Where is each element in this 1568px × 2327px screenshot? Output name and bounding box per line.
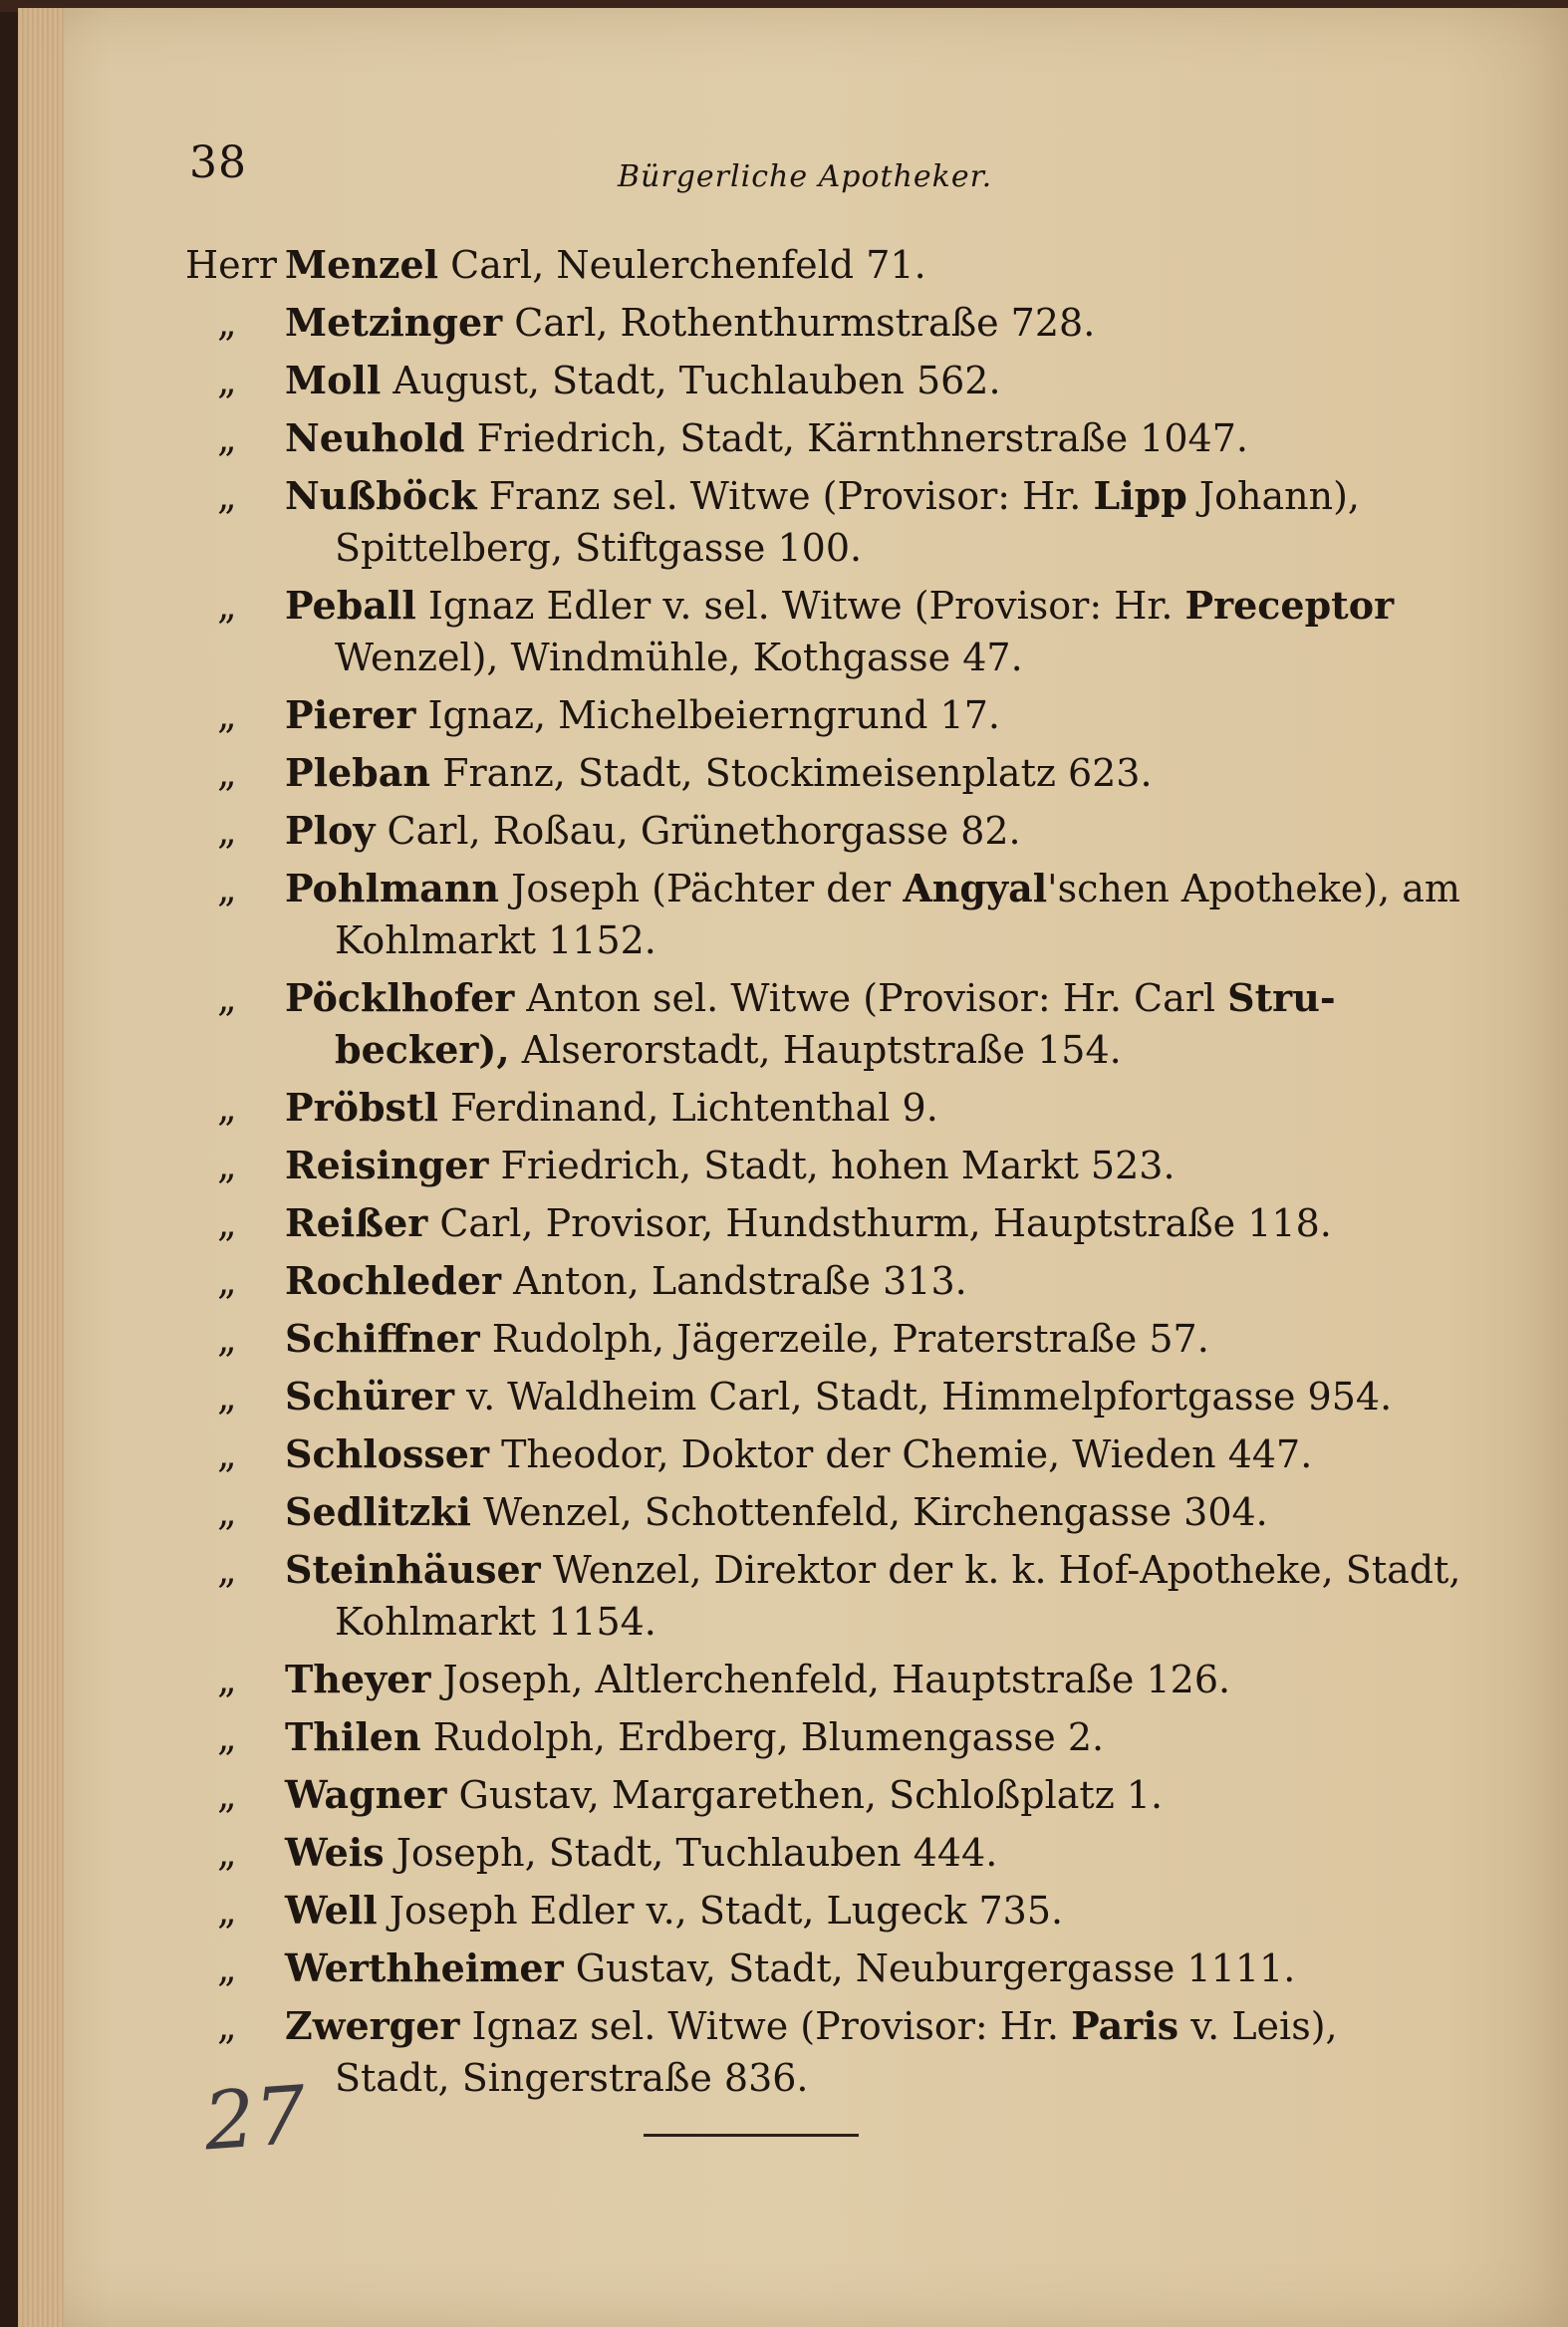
directory-entry bbox=[185, 1486, 1381, 1538]
entry-continuation bbox=[185, 632, 1381, 683]
entry-surname: Reisinger bbox=[285, 1143, 489, 1187]
entry-line bbox=[185, 689, 1381, 741]
entry-prefix: „ bbox=[217, 1317, 237, 1361]
directory-entry bbox=[185, 1942, 1381, 1994]
entry-line bbox=[185, 2000, 1381, 2052]
directory-entry bbox=[185, 412, 1381, 464]
directory-entry bbox=[185, 1769, 1381, 1821]
entry-surname: Reißer bbox=[285, 1200, 428, 1245]
entry-details: Joseph, Stadt, Tuchlauben 444. bbox=[395, 1831, 998, 1875]
entry-surname: Pöcklhofer bbox=[285, 975, 515, 1020]
entry-prefix: „ bbox=[217, 1548, 237, 1592]
entry-details: Ferdinand, Lichtenthal 9. bbox=[450, 1086, 938, 1130]
entry-surname: Weis bbox=[285, 1830, 385, 1875]
entry-prefix: „ bbox=[217, 416, 237, 460]
entry-line bbox=[185, 1827, 1381, 1879]
entry-prefix: Herr bbox=[185, 243, 277, 287]
entry-surname: Schiffner bbox=[285, 1316, 480, 1361]
entry-bold-name: Preceptor bbox=[1184, 583, 1395, 628]
entry-details-cont: 'schen Apotheke), am bbox=[1047, 867, 1460, 910]
entry-line bbox=[185, 1313, 1381, 1365]
entry-surname: Rochleder bbox=[285, 1258, 502, 1303]
entry-details: Wenzel, Schottenfeld, Kirchengasse 304. bbox=[483, 1490, 1268, 1534]
entry-bold-name: Stru- bbox=[1227, 975, 1336, 1020]
entry-surname: Pierer bbox=[285, 692, 416, 737]
entry-details: Anton, Landstraße 313. bbox=[513, 1259, 967, 1303]
entry-continuation-text: Spittelberg, Stiftgasse 100. bbox=[335, 526, 863, 570]
entry-details: Ignaz, Michelbeierngrund 17. bbox=[427, 693, 1000, 737]
entry-line bbox=[185, 580, 1395, 632]
directory-entry bbox=[185, 747, 1381, 799]
directory-entry bbox=[185, 1827, 1381, 1879]
entry-line bbox=[185, 747, 1381, 799]
entry-details: Joseph Edler v., Stadt, Lugeck 735. bbox=[389, 1889, 1064, 1933]
entry-prefix: „ bbox=[217, 474, 237, 518]
entry-continuation bbox=[185, 522, 1381, 574]
entry-details: Gustav, Stadt, Neuburgergasse 1111. bbox=[575, 1946, 1296, 1990]
entry-prefix: „ bbox=[217, 1889, 237, 1933]
entry-details: Ignaz Edler v. sel. Witwe (Provisor: Hr. bbox=[427, 584, 1174, 628]
entry-surname: Well bbox=[285, 1888, 378, 1933]
entry-details: Carl, Provisor, Hundsthurm, Hauptstraße 118. bbox=[439, 1201, 1332, 1245]
entry-surname: Pröbstl bbox=[285, 1085, 438, 1130]
directory-entry bbox=[185, 1371, 1393, 1422]
entry-prefix: „ bbox=[217, 1773, 237, 1817]
entry-surname: Sedlitzki bbox=[285, 1489, 471, 1534]
entry-line bbox=[185, 412, 1381, 464]
entry-details: Gustav, Margarethen, Schloßplatz 1. bbox=[458, 1773, 1164, 1817]
directory-entry bbox=[185, 2000, 1381, 2104]
entry-surname: Steinhäuser bbox=[285, 1547, 541, 1592]
directory-entry bbox=[185, 1255, 1381, 1307]
entry-line bbox=[185, 1428, 1381, 1480]
entry-surname: Pleban bbox=[285, 750, 431, 795]
entry-prefix: „ bbox=[217, 1658, 237, 1701]
entry-details: August, Stadt, Tuchlauben 562. bbox=[392, 359, 1001, 402]
entry-surname: Menzel bbox=[285, 242, 439, 287]
directory-entry bbox=[185, 863, 1460, 966]
entry-bold-name: Angyal bbox=[903, 866, 1048, 910]
entry-line bbox=[185, 1082, 1381, 1134]
entry-continuation-text: Stadt, Singerstraße 836. bbox=[335, 2056, 809, 2100]
handwritten-note: 27 bbox=[200, 2068, 309, 2169]
entry-line bbox=[185, 355, 1381, 406]
entry-surname: Schlosser bbox=[285, 1431, 489, 1476]
entry-line bbox=[185, 863, 1460, 914]
entry-prefix: „ bbox=[217, 976, 237, 1020]
entry-prefix: „ bbox=[217, 693, 237, 737]
directory-entry bbox=[185, 689, 1381, 741]
directory-entry bbox=[185, 1197, 1381, 1249]
entry-details: Theodor, Doktor der Chemie, Wieden 447. bbox=[501, 1432, 1313, 1476]
directory-entry bbox=[185, 1313, 1381, 1365]
entry-details: Ignaz sel. Witwe (Provisor: Hr. bbox=[471, 2004, 1059, 2048]
entry-details: Wenzel, Direktor der k. k. Hof-Apotheke, Stadt, bbox=[552, 1548, 1461, 1592]
entry-line bbox=[185, 1654, 1381, 1705]
directory-entry bbox=[185, 805, 1381, 857]
directory-entry bbox=[185, 1428, 1381, 1480]
entry-bold-name: Paris bbox=[1071, 2003, 1179, 2048]
entry-prefix: „ bbox=[217, 751, 237, 795]
entry-prefix: „ bbox=[217, 1946, 237, 1990]
entry-details: v. Waldheim Carl, Stadt, Himmelpfortgasse 954. bbox=[466, 1375, 1393, 1419]
entry-surname: Schürer bbox=[285, 1374, 455, 1419]
entry-surname: Theyer bbox=[285, 1657, 431, 1701]
entry-surname: Pohlmann bbox=[285, 866, 500, 910]
entry-line bbox=[185, 1371, 1393, 1422]
entry-continuation bbox=[185, 1024, 1381, 1076]
entry-surname: Moll bbox=[285, 358, 382, 402]
page-number: 38 bbox=[189, 137, 247, 188]
entry-line bbox=[185, 470, 1381, 522]
entry-surname: Werthheimer bbox=[285, 1945, 564, 1990]
directory-entry bbox=[185, 1654, 1381, 1705]
entry-prefix: „ bbox=[217, 1490, 237, 1534]
entry-line bbox=[185, 1711, 1381, 1763]
entry-details: Carl, Rothenthurmstraße 728. bbox=[514, 301, 1096, 345]
entry-line bbox=[185, 297, 1381, 349]
entry-prefix: „ bbox=[217, 1201, 237, 1245]
entry-surname: Zwerger bbox=[285, 2003, 460, 2048]
entry-prefix: „ bbox=[217, 809, 237, 853]
entry-details: Friedrich, Stadt, hohen Markt 523. bbox=[500, 1144, 1176, 1187]
running-head: Bürgerliche Apotheker. bbox=[618, 159, 993, 194]
entry-prefix: „ bbox=[217, 1831, 237, 1875]
entry-surname: Ploy bbox=[285, 808, 376, 853]
entry-surname: Wagner bbox=[285, 1772, 447, 1817]
directory-entry bbox=[185, 1544, 1461, 1648]
entry-line bbox=[185, 1885, 1381, 1937]
entry-details: Anton sel. Witwe (Provisor: Hr. Carl bbox=[526, 976, 1216, 1020]
entry-continuation-text: Kohlmarkt 1154. bbox=[335, 1600, 656, 1644]
entry-continuation bbox=[185, 914, 1381, 966]
entry-details: Franz sel. Witwe (Provisor: Hr. bbox=[488, 474, 1082, 518]
entry-line bbox=[185, 1544, 1461, 1596]
entry-continuation bbox=[185, 1596, 1381, 1648]
entry-prefix: „ bbox=[217, 1086, 237, 1130]
entry-prefix: „ bbox=[217, 584, 237, 628]
directory-entry bbox=[185, 1711, 1381, 1763]
entry-prefix: „ bbox=[217, 1432, 237, 1476]
entry-continuation-text: Wenzel), Windmühle, Kothgasse 47. bbox=[335, 636, 1023, 679]
entry-details: Franz, Stadt, Stockimeisenplatz 623. bbox=[442, 751, 1153, 795]
entry-surname: Peball bbox=[285, 583, 416, 628]
page-gutter bbox=[18, 8, 64, 2327]
directory-entry bbox=[185, 1885, 1381, 1937]
entry-line bbox=[185, 805, 1381, 857]
entry-prefix: „ bbox=[217, 1715, 237, 1759]
entry-surname: Metzinger bbox=[285, 300, 503, 345]
directory-entry bbox=[185, 972, 1381, 1076]
entry-prefix: „ bbox=[217, 867, 237, 910]
entry-continuation-text: Kohlmarkt 1152. bbox=[335, 918, 656, 962]
entry-line bbox=[185, 239, 1381, 291]
entry-line bbox=[185, 1486, 1381, 1538]
entry-bold-name: becker), bbox=[335, 1027, 510, 1072]
entry-line bbox=[185, 1140, 1381, 1191]
entry-details: Rudolph, Jägerzeile, Praterstraße 57. bbox=[491, 1317, 1209, 1361]
entry-line bbox=[185, 972, 1381, 1024]
directory-entry bbox=[185, 297, 1381, 349]
directory-entry bbox=[185, 1082, 1381, 1134]
entry-continuation bbox=[185, 2052, 1381, 2104]
entry-line bbox=[185, 1942, 1381, 1994]
entry-prefix: „ bbox=[217, 1144, 237, 1187]
entry-details: Carl, Neulerchenfeld 71. bbox=[450, 243, 926, 287]
directory-entries bbox=[185, 239, 1461, 2110]
directory-entry bbox=[185, 580, 1395, 683]
entry-prefix: „ bbox=[217, 359, 237, 402]
entry-details: Carl, Roßau, Grünethorgasse 82. bbox=[387, 809, 1021, 853]
entry-details: Friedrich, Stadt, Kärnthnerstraße 1047. bbox=[476, 416, 1248, 460]
end-rule bbox=[644, 2134, 859, 2137]
directory-entry bbox=[185, 1140, 1381, 1191]
entry-prefix: „ bbox=[217, 1375, 237, 1419]
entry-line bbox=[185, 1197, 1381, 1249]
entry-surname: Thilen bbox=[285, 1714, 421, 1759]
entry-details: Rudolph, Erdberg, Blumengasse 2. bbox=[432, 1715, 1105, 1759]
directory-entry bbox=[185, 355, 1381, 406]
directory-entry bbox=[185, 470, 1381, 574]
entry-prefix: „ bbox=[217, 2004, 237, 2048]
entry-details: Joseph, Altlerchenfeld, Hauptstraße 126. bbox=[442, 1658, 1231, 1701]
entry-continuation-text: Alserorstadt, Hauptstraße 154. bbox=[521, 1028, 1122, 1072]
entry-details-cont: Johann), bbox=[1198, 474, 1360, 518]
entry-surname: Nußböck bbox=[285, 473, 477, 518]
entry-line bbox=[185, 1255, 1381, 1307]
entry-surname: Neuhold bbox=[285, 415, 465, 460]
entry-details-cont: v. Leis), bbox=[1190, 2004, 1338, 2048]
entry-details: Joseph (Pächter der bbox=[511, 867, 892, 910]
directory-entry bbox=[185, 239, 1381, 291]
entry-prefix: „ bbox=[217, 1259, 237, 1303]
entry-bold-name: Lipp bbox=[1093, 473, 1187, 518]
entry-prefix: „ bbox=[217, 301, 237, 345]
entry-line bbox=[185, 1769, 1381, 1821]
